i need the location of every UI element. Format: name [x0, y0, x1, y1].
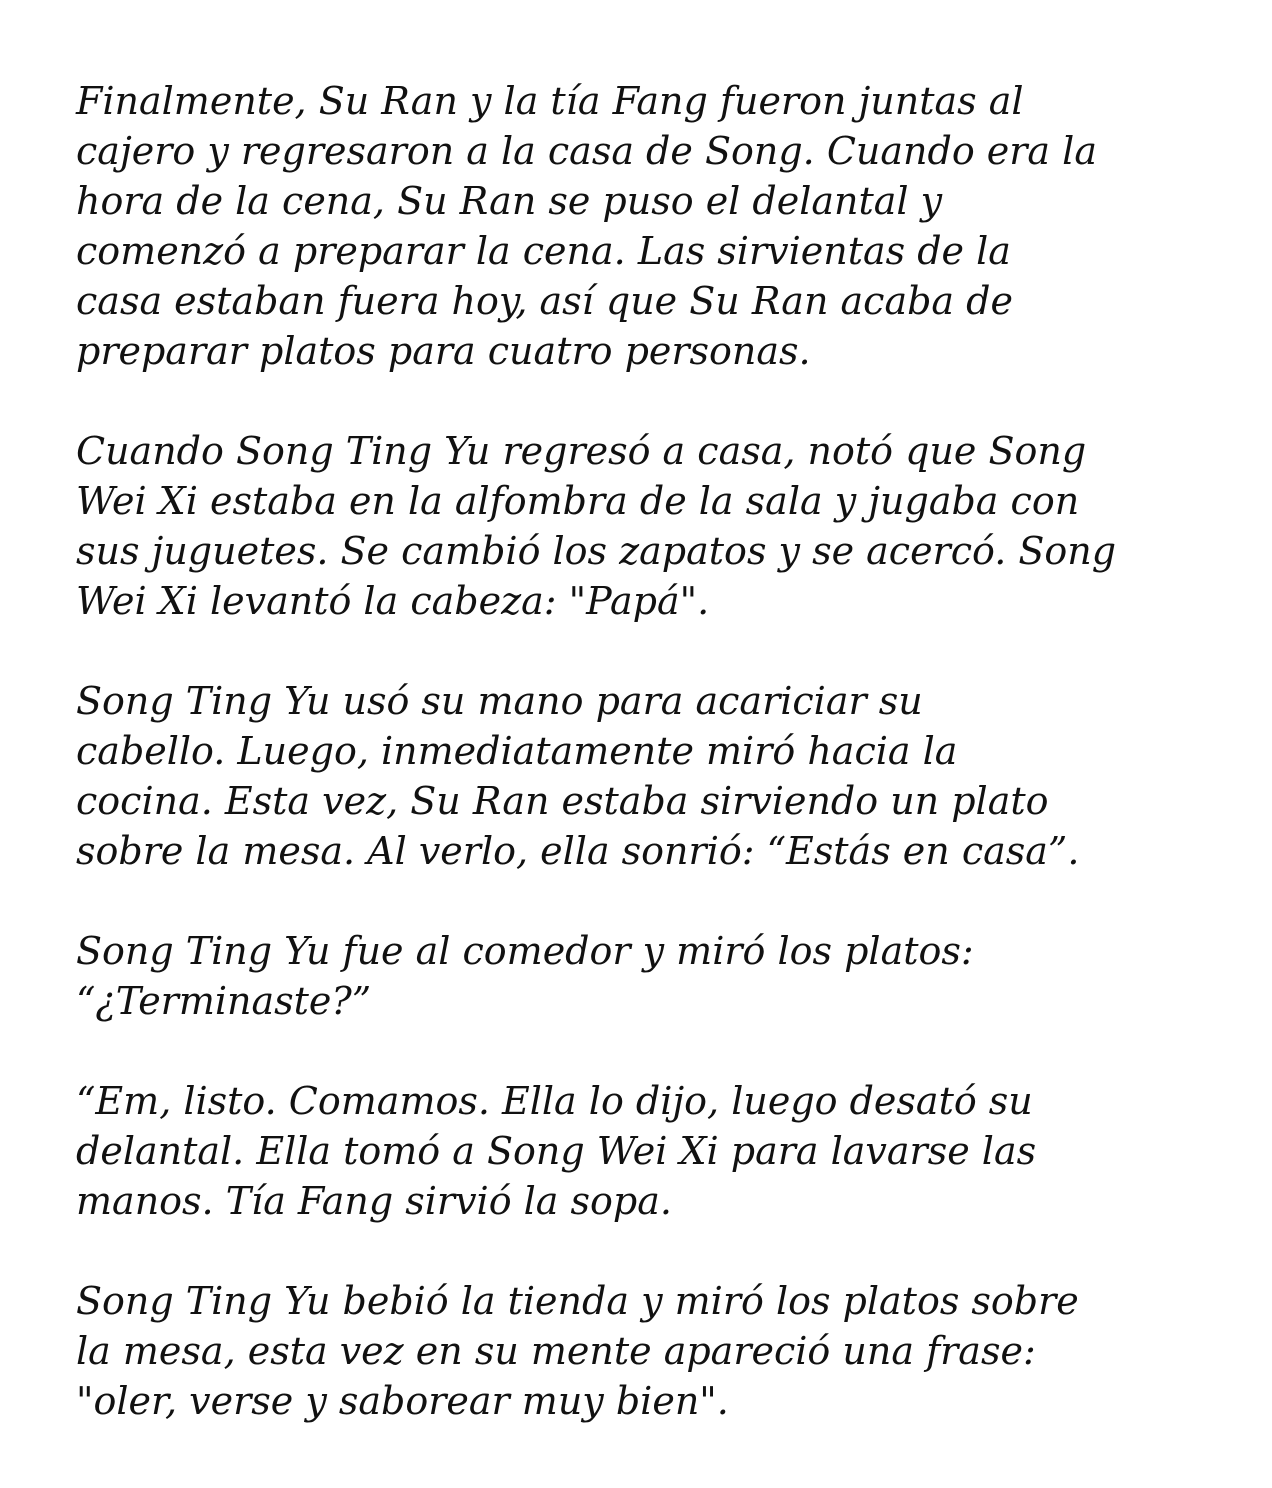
text-line: "oler, verse y saborear muy bien".: [76, 1379, 729, 1423]
text-line: hora de la cena, Su Ran se puso el delantal y: [76, 179, 943, 223]
text-line: sobre la mesa. Al verlo, ella sonrió: “Estás en casa”.: [76, 829, 1080, 873]
text-line: comenzó a preparar la cena. Las sirvientas de la: [76, 229, 1011, 273]
text-line: preparar platos para cuatro personas.: [76, 329, 811, 373]
paragraph-3: [76, 676, 1216, 876]
text-line: “Em, listo. Comamos. Ella lo dijo, luego desató su: [76, 1079, 1033, 1123]
text-line: Cuando Song Ting Yu regresó a casa, notó que Song: [76, 429, 1087, 473]
paragraph-spacer: [76, 1026, 1216, 1076]
text-line: cabello. Luego, inmediatamente miró hacia la: [76, 729, 958, 773]
text-line: cajero y regresaron a la casa de Song. Cuando era la: [76, 129, 1097, 173]
text-line: Song Ting Yu usó su mano para acariciar su: [76, 679, 923, 723]
paragraph-5: [76, 1076, 1216, 1226]
paragraph-2: [76, 426, 1216, 626]
paragraph-spacer: [76, 876, 1216, 926]
text-line: Finalmente, Su Ran y la tía Fang fueron juntas al: [76, 79, 1024, 123]
text-line: sus juguetes. Se cambió los zapatos y se acercó. Song: [76, 529, 1117, 573]
paragraph-6: [76, 1276, 1216, 1426]
text-line: manos. Tía Fang sirvió la sopa.: [76, 1179, 672, 1223]
text-line: Wei Xi levantó la cabeza: "Papá".: [76, 579, 710, 623]
text-line: casa estaban fuera hoy, así que Su Ran acaba de: [76, 279, 1013, 323]
paragraph-1: [76, 76, 1216, 376]
text-line: la mesa, esta vez en su mente apareció una frase:: [76, 1329, 1036, 1373]
text-line: Song Ting Yu bebió la tienda y miró los platos sobre: [76, 1279, 1079, 1323]
text-line: Song Ting Yu fue al comedor y miró los platos:: [76, 929, 974, 973]
text-line: delantal. Ella tomó a Song Wei Xi para lavarse las: [76, 1129, 1037, 1173]
text-line: cocina. Esta vez, Su Ran estaba sirviendo un plato: [76, 779, 1049, 823]
text-line: “¿Terminaste?”: [76, 979, 372, 1023]
document-page: [76, 76, 1216, 1426]
paragraph-spacer: [76, 1226, 1216, 1276]
text-line: Wei Xi estaba en la alfombra de la sala y jugaba con: [76, 479, 1080, 523]
paragraph-4: [76, 926, 1216, 1026]
paragraph-spacer: [76, 626, 1216, 676]
paragraph-spacer: [76, 376, 1216, 426]
